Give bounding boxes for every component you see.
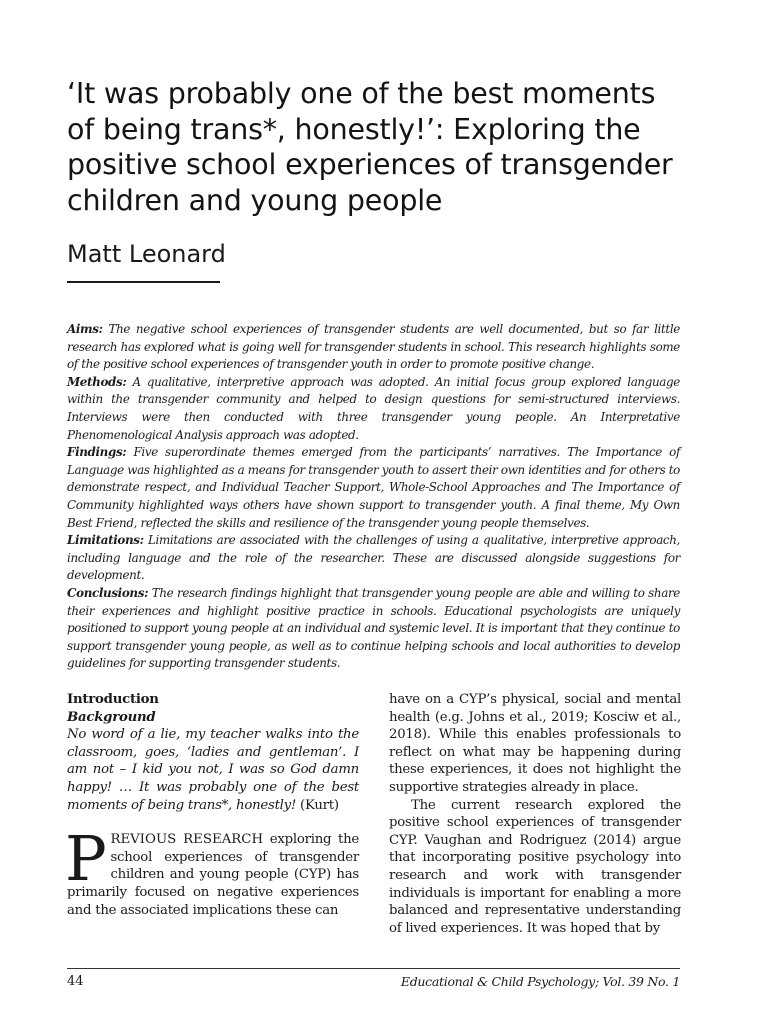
- page-number: 44: [67, 974, 84, 989]
- lead-in-caps: REVIOUS RESEARCH: [110, 832, 264, 848]
- title-line: ‘It was probably one of the best moments: [67, 77, 656, 110]
- right-column: [389, 691, 681, 937]
- drop-cap: P: [65, 822, 107, 896]
- abstract-label: Findings:: [67, 445, 127, 460]
- quote-text: No word of a lie, my teacher walks into the classroom, goes, ‘ladies and gentleman’. I am not – I kid you not, I was so God damn happy! … It was probably one of the best moments of being trans*, honestly!: [67, 727, 359, 813]
- abstract-limitations: [67, 532, 680, 585]
- journal-citation: Educational & Child Psychology; Vol. 39 No. 1: [400, 974, 680, 989]
- abstract-conclusions: [67, 585, 680, 673]
- abstract-label: Conclusions:: [67, 585, 149, 600]
- title-line: of being trans*, honestly!’: Exploring the: [67, 112, 641, 146]
- abstract-methods: [67, 374, 680, 444]
- abstract-label: Methods:: [67, 374, 127, 389]
- title-line: children and young people: [67, 183, 443, 217]
- abstract: [67, 321, 680, 673]
- footer-divider: [67, 968, 680, 969]
- abstract-text: The research findings highlight that transgender young people are able and willing to share their experiences and highlight positive practice in schools. Educational psychologists are uniquely positioned to support young people at an individual and systemic level. It is important that they continue to support transgender young people, as well as to continue helping schools and local authorities to develop guidelines for supporting transgender students.: [67, 585, 680, 671]
- quote-speaker: (Kurt): [300, 797, 339, 813]
- article-title: [67, 76, 707, 218]
- abstract-label: Aims:: [67, 322, 103, 336]
- body-paragraph: [65, 822, 360, 919]
- abstract-text: A qualitative, interpretive approach was adopted. An initial focus group explored language within the transgender community and helped to design questions for semi-structured interviews. Interviews were then conducted with three transgender young people. An Interpretative Phenomenological Analysis approach was adopted.: [67, 374, 680, 442]
- abstract-text: The negative school experiences of transgender students are well documented, but so far little research has explored what is going well for transgender students in school. This research highlights some of the positive school experiences of transgender youth in order to promote positive change.: [67, 322, 680, 372]
- section-subheading: Background: [67, 709, 156, 725]
- title-line: positive school experiences of transgender: [67, 148, 673, 181]
- abstract-text: Limitations are associated with the challenges of using a qualitative, interpretive approach, including language and the role of the researcher. These are discussed alongside suggestions for development.: [67, 533, 680, 583]
- author-underline: [67, 281, 220, 283]
- epigraph-quote: [67, 726, 359, 814]
- body-paragraph: The current research explored the positive school experiences of transgender CYP. Vaughan and Rodriguez (2014) argue that incorporating positive psychology into research and work with transgender individuals is important for enabling a more balanced and representative understanding of lived experiences. It was hoped that by: [389, 797, 681, 936]
- body-paragraph: have on a CYP’s physical, social and mental health (e.g. Johns et al., 2019; Kosciw et al., 2018). While this enables professionals to reflect on what may be happening during these experiences, it does not highlight the supportive strategies already in place.: [389, 692, 681, 795]
- abstract-text: Five superordinate themes emerged from the participants’ narratives. The Importance of Language was highlighted as a means for transgender youth to assert their own identities and for others to demonstrate respect, and Individual Teacher Support, Whole-School Approaches and The Importance of Community highlighted ways others have shown support to transgender youth. A final theme, My Own Best Friend, reflected the skills and resilience of the transgender young people themselves.: [67, 445, 680, 530]
- abstract-findings: [67, 444, 680, 532]
- author-name: Matt Leonard: [67, 240, 226, 268]
- section-heading: Introduction: [67, 692, 159, 707]
- abstract-label: Limitations:: [67, 533, 144, 548]
- paragraph-text: exploring the school experiences of transgender children and young people (CYP) has primarily focused on negative experiences and the associated implications these can: [67, 832, 360, 918]
- abstract-aims: [67, 321, 680, 374]
- left-column: [67, 691, 359, 919]
